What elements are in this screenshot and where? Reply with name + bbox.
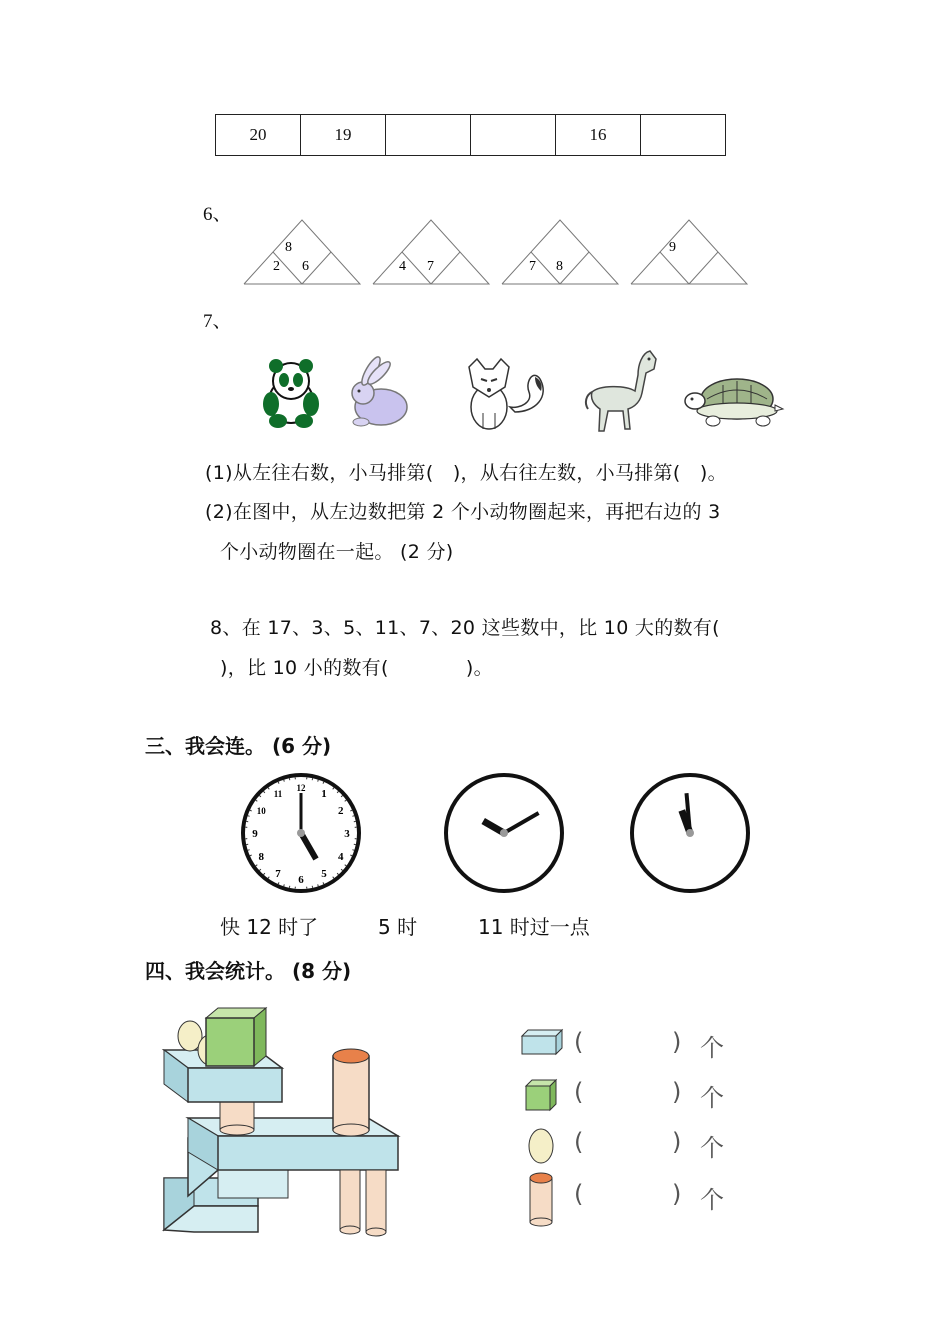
sequence-cell[interactable]	[641, 115, 726, 156]
clock-number: 10	[256, 806, 266, 816]
count-open-paren: (	[574, 1128, 584, 1156]
clock-number: 7	[275, 867, 281, 880]
clock-number: 11	[273, 789, 283, 800]
clock-tick	[318, 780, 319, 782]
sphere-icon	[524, 1124, 558, 1168]
clock-number: 9	[252, 828, 258, 840]
count-unit: 个	[700, 1186, 724, 1214]
question-6-number: 6、	[203, 204, 232, 225]
count-open-paren: (	[574, 1180, 584, 1208]
cube-icon	[520, 1074, 560, 1116]
question-7-number: 7、	[203, 311, 232, 332]
q8-text-line1: 8、在 17、3、5、11、7、20 这些数中，比 10 大的数有(	[210, 617, 720, 639]
sequence-cell[interactable]	[471, 115, 556, 156]
clock-label-1: 快 12 时了	[220, 915, 319, 939]
clock-center	[686, 829, 694, 837]
cube-block	[206, 1008, 266, 1066]
triangle-right-number: 7	[427, 259, 434, 274]
count-open-paren: (	[574, 1078, 584, 1106]
clock-center	[500, 829, 508, 837]
cylinder-block	[333, 1049, 369, 1136]
clock-number: 5	[321, 867, 327, 880]
clock-number: 2	[338, 805, 344, 817]
count-close-paren: )	[672, 1028, 682, 1056]
fox-icon	[469, 359, 543, 429]
q7-part1-text: (1)从左往右数，小马排第( )，从右往左数，小马排第( )。	[205, 462, 727, 484]
count-unit: 个	[700, 1084, 724, 1112]
triangle-top-number: 9	[669, 240, 676, 255]
count-unit: 个	[700, 1134, 724, 1162]
clock-number: 1	[321, 788, 327, 801]
turtle-icon	[685, 379, 783, 426]
animal-row	[255, 345, 795, 440]
horse-icon	[586, 351, 656, 431]
clock-tick	[284, 884, 285, 886]
q7-part2-text-cont: 个小动物圈在一起。 (2 分)	[220, 541, 454, 563]
q8-text-line2: )，比 10 小的数有( )。	[220, 657, 493, 679]
section-4-heading: 四、我会统计。 (8 分)	[145, 959, 352, 983]
panda-icon	[263, 359, 319, 428]
triangle-top-number: 8	[285, 240, 292, 255]
triangle-4	[631, 220, 747, 284]
sequence-cell[interactable]	[386, 115, 471, 156]
clock-number: 6	[298, 874, 304, 886]
clock-number: 12	[296, 783, 306, 793]
count-open-paren: (	[574, 1028, 584, 1056]
sequence-cell: 16	[556, 115, 641, 156]
section-3-heading: 三、我会连。 (6 分)	[145, 734, 332, 758]
clock-tick	[248, 850, 250, 851]
rabbit-icon	[352, 355, 407, 426]
clock-row	[238, 771, 758, 896]
clock-tick	[352, 850, 354, 851]
blank-clock	[446, 775, 562, 891]
count-close-paren: )	[672, 1128, 682, 1156]
triangle-left-number: 4	[399, 259, 406, 274]
sequence-cell: 20	[216, 115, 301, 156]
clock-tick	[352, 816, 354, 817]
clock-label-3: 11 时过一点	[478, 915, 590, 939]
triangle-2	[373, 220, 489, 284]
cylinder-block	[366, 1170, 386, 1236]
count-close-paren: )	[672, 1078, 682, 1106]
blank-clock	[632, 775, 748, 891]
triangle-1	[244, 220, 360, 284]
triangle-right-number: 6	[302, 259, 309, 274]
clock-number: 8	[258, 851, 264, 863]
q7-part2-text: (2)在图中，从左边数把第 2 个小动物圈起来，再把右边的 3	[205, 501, 721, 523]
sequence-cell: 19	[301, 115, 386, 156]
clock-center	[297, 829, 305, 837]
clock-tick	[284, 780, 285, 782]
clock-number: 3	[344, 828, 350, 840]
triangle-left-number: 7	[529, 259, 536, 274]
number-sequence-table	[215, 114, 726, 156]
count-close-paren: )	[672, 1180, 682, 1208]
number-triangles	[240, 218, 760, 288]
cuboid-icon	[516, 1024, 566, 1064]
clock-label-2: 5 时	[378, 915, 418, 939]
triangle-right-number: 8	[556, 259, 563, 274]
clock-tick	[248, 816, 250, 817]
triangle-3	[502, 220, 618, 284]
count-unit: 个	[700, 1034, 724, 1062]
block-building-picture	[158, 1000, 408, 1240]
cylinder-icon	[524, 1170, 560, 1230]
clock-number: 4	[338, 851, 344, 863]
cylinder-block	[340, 1170, 360, 1234]
numbered-clock	[243, 775, 359, 891]
triangle-left-number: 2	[273, 259, 280, 274]
clock-tick	[318, 884, 319, 886]
